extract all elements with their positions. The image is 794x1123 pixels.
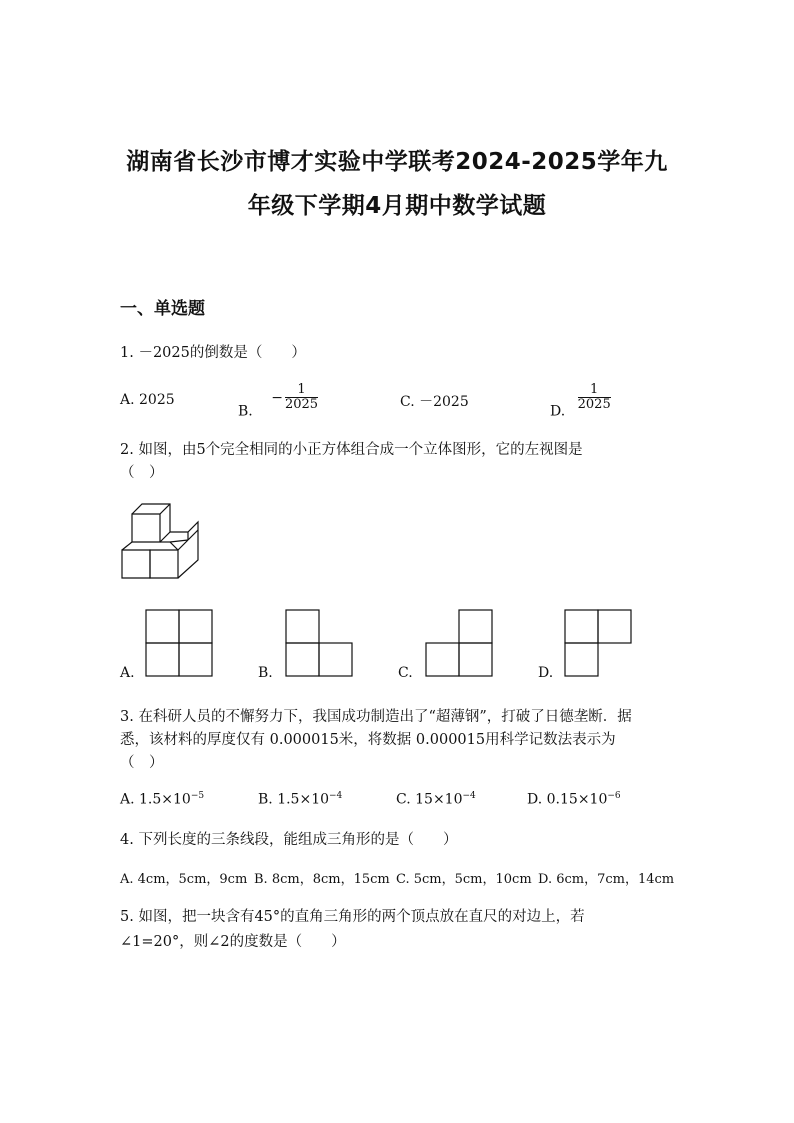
question-5-stem-line1: 5. 如图，把一块含有45°的直角三角形的两个顶点放在直尺的对边上，若: [120, 909, 585, 925]
question-1-option-c: C. －2025: [400, 394, 469, 410]
question-3-option-c: C. $15\times 10^{-4}$: [396, 791, 476, 808]
question-3-stem-line2: 悉，该材料的厚度仅有 0.000015米，将数据 0.000015用科学记数法表示为: [120, 732, 616, 748]
question-2-option-b-label: B.: [258, 665, 273, 681]
question-2-option-a-label: A.: [120, 665, 135, 681]
question-1-option-a: A. 2025: [120, 392, 175, 408]
section-heading: 一、单选题: [120, 299, 205, 319]
page-title-line1: 湖南省长沙市博才实验中学联考2024-2025学年九: [126, 149, 668, 175]
question-1-stem: 1. －2025的倒数是（ ）: [120, 345, 306, 361]
question-4-option-d: D. 6cm，7cm，14cm: [538, 872, 675, 887]
question-1-option-b: B. − $\frac{1}{2025}$: [238, 382, 319, 420]
question-2-stem-line2: （ ）: [120, 465, 164, 481]
question-3-stem-line1: 3. 在科研人员的不懈努力下，我国成功制造出了“超薄钢”，打破了日德垄断．据: [120, 709, 632, 725]
question-2-option-d-figure: [564, 609, 632, 677]
question-2-stem-line1: 2. 如图，由5个完全相同的小正方体组合成一个立体图形，它的左视图是: [120, 442, 583, 458]
cube-figure: [118, 500, 208, 585]
question-2-option-b-figure: [285, 609, 353, 677]
question-3-option-d: D. $0.15\times 10^{-6}$: [527, 791, 621, 808]
question-2-option-c-label: C.: [398, 665, 413, 681]
question-3-option-a: A. $1.5\times 10^{-5}$: [120, 791, 205, 808]
question-4-stem: 4. 下列长度的三条线段，能组成三角形的是（ ）: [120, 832, 458, 848]
question-1-option-d: D. $\frac{1}{2025}$: [550, 382, 611, 420]
question-2-option-d-label: D.: [538, 665, 554, 681]
question-3-stem-line3: （ ）: [120, 755, 164, 771]
question-2-option-a-figure: [145, 609, 213, 677]
question-4-option-a: A. 4cm，5cm，9cm: [120, 872, 248, 887]
question-2-option-c-figure: [425, 609, 493, 677]
question-4-option-b: B. 8cm，8cm，15cm: [254, 872, 390, 887]
question-3-option-b: B. $1.5\times 10^{-4}$: [258, 791, 343, 808]
page-title-line2: 年级下学期4月期中数学试题: [247, 193, 547, 219]
question-5-stem-line2: ∠1=20°，则∠2的度数是（ ）: [120, 934, 346, 950]
question-4-option-c: C. 5cm，5cm，10cm: [396, 872, 532, 887]
